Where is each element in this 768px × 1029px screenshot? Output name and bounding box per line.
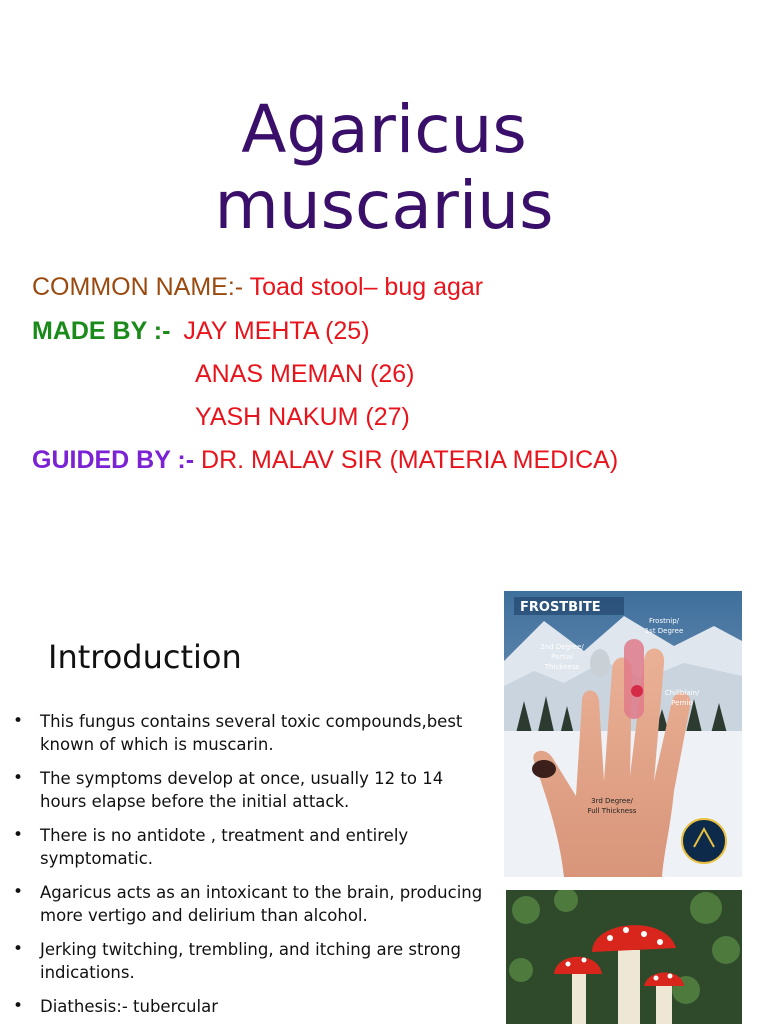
made-by-label: MADE BY :- [32, 317, 178, 345]
svg-text:Thickness: Thickness [544, 663, 580, 671]
author-1: JAY MEHTA (25) [183, 317, 370, 345]
bullet-item: • Jerking twitching, trembling, and itching are strong indications. [0, 938, 490, 984]
svg-text:Full Thickness: Full Thickness [587, 807, 637, 815]
title-line-2: muscarius [214, 167, 554, 244]
bullet-item: • The symptoms develop at once, usually 12 to 14 hours elapse before the initial attack. [0, 767, 490, 813]
bullet-item: • There is no antidote , treatment and entirely symptomatic. [0, 824, 490, 870]
svg-text:2nd Degree/: 2nd Degree/ [540, 643, 584, 651]
common-name-value: Toad stool– bug agar [243, 273, 484, 301]
bullet-item: • Diathesis:- tubercular [0, 995, 490, 1018]
title-line-1: Agaricus [241, 91, 527, 168]
guided-by-value: DR. MALAV SIR (MATERIA MEDICA) [194, 446, 619, 474]
svg-text:Frostnip/: Frostnip/ [648, 617, 680, 625]
svg-text:1st Degree: 1st Degree [644, 627, 684, 635]
common-name-line [32, 272, 483, 302]
guided-by-label: GUIDED BY :- [32, 446, 195, 474]
bullet-item: • This fungus contains several toxic compounds,best known of which is muscarin. [0, 710, 490, 756]
svg-text:Pernio: Pernio [671, 699, 693, 707]
frostbite-title: FROSTBITE [520, 600, 601, 615]
introduction-slide [0, 576, 768, 1024]
frostbite-image [504, 591, 742, 877]
bullet-list [0, 710, 490, 1029]
guided-by-line [32, 445, 618, 475]
common-name-label: COMMON NAME:- [32, 273, 244, 301]
author-2: ANAS MEMAN (26) [195, 360, 415, 388]
svg-text:3rd Degree/: 3rd Degree/ [591, 797, 633, 805]
slide-title [0, 92, 768, 244]
made-by-line [32, 316, 370, 346]
svg-text:Chillblain/: Chillblain/ [664, 689, 700, 697]
bullet-item: • Agaricus acts as an intoxicant to the brain, producing more vertigo and delirium than alcohol. [0, 881, 490, 927]
author-3: YASH NAKUM (27) [195, 403, 410, 431]
mushroom-image [506, 890, 742, 1024]
svg-text:Partial: Partial [551, 653, 573, 661]
introduction-heading: Introduction [48, 638, 242, 676]
